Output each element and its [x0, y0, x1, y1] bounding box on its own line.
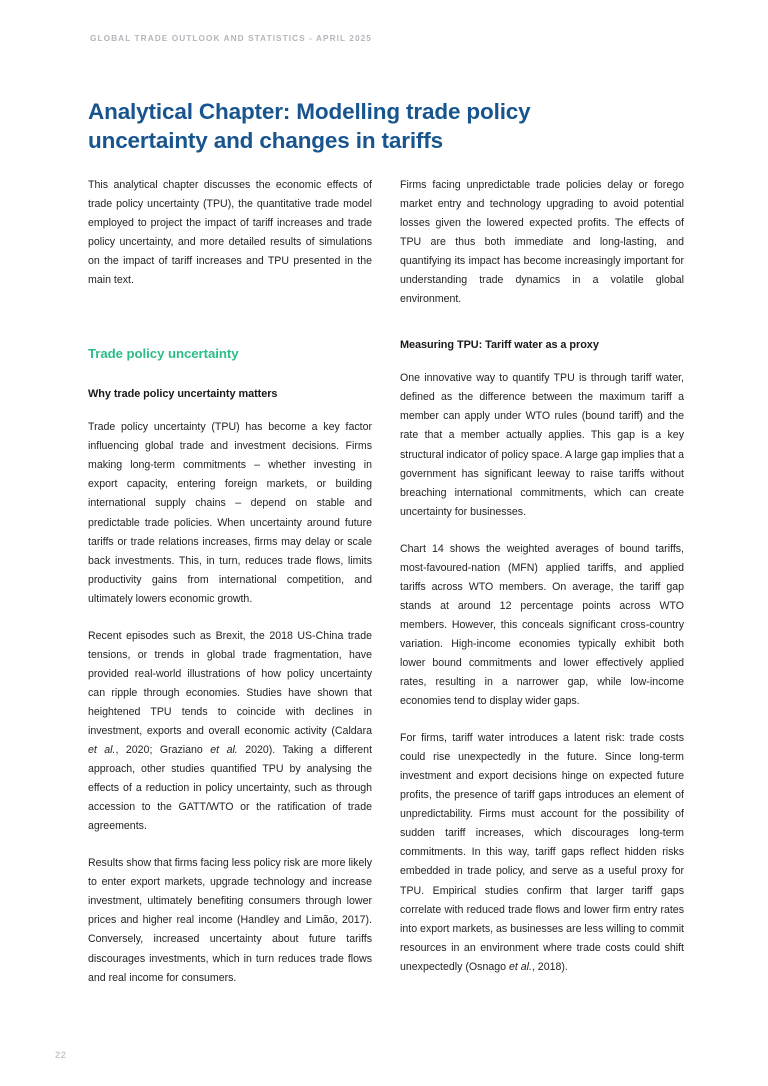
page-number: 22	[55, 1050, 67, 1061]
right-paragraph-4-part2: , 2018).	[531, 960, 568, 973]
spacer	[88, 308, 372, 332]
section-heading-trade-policy-uncertainty: Trade policy uncertainty	[88, 346, 239, 362]
left-paragraph-2-part1: Recent episodes such as Brexit, the 2018 US-China trade tensions, or trends in global trade fragmentation, have provided real-world illustrations of how policy uncertainty can ripple through economies. Studies have shown that heightened TPU tends to coincide with declines in investment, exports and overall economic activity (Caldara	[88, 629, 372, 737]
intro-paragraph: This analytical chapter discusses the economic effects of trade policy uncertainty (TPU), the quantitative trade model employed to project the impact of tariff increases and trade policy uncertainty, and more detailed results of simulations on the impact of tariff increases and TPU presented in the main text.	[88, 179, 372, 287]
spacer	[400, 327, 684, 337]
citation-osnago-et-al: et al.	[508, 960, 532, 973]
left-paragraph-2-part2: , 2020; Graziano	[115, 744, 211, 757]
sub-heading-measuring-tpu: Measuring TPU: Tariff water as a proxy	[400, 339, 599, 352]
right-paragraph-1: Firms facing unpredictable trade policies delay or forego market entry and technology upgrading to avoid potential losses given the lowered expected profits. The effects of TPU are thus both immediate and long-lasting, and quantifying its impact has become increasingly important for understanding trade dynamics in a volatile global environment.	[400, 179, 684, 306]
left-paragraph-2	[88, 627, 372, 837]
left-paragraph-1: Trade policy uncertainty (TPU) has become a key factor influencing global trade and investment decisions. Firms making long-term commitments – whether investing in export capacity, entering foreign markets, or building international supply chains – depend on stable and predictable trade policies. When uncertainty around future tariffs or trade relations increases, firms may delay or scale back investments. This, in turn, reduces trade flows, limits productivity gains from international competition, and ultimately lowers economic growth.	[88, 421, 372, 605]
sub-heading-why-tpu-matters: Why trade policy uncertainty matters	[88, 388, 278, 401]
two-column-body	[88, 176, 684, 988]
left-column	[88, 176, 372, 988]
right-paragraph-2: One innovative way to quantify TPU is through tariff water, defined as the difference between the maximum tariff a member can apply under WTO rules (bound tariff) and the rate that a member actually applies. This gap is a key structural indicator of policy space. A large gap implies that a government has significant leeway to raise tariffs without breaching international commitments, which can create uncertainty for businesses.	[400, 372, 684, 518]
citation-graziano-et-al: et al.	[210, 744, 238, 757]
left-paragraph-3: Results show that firms facing less policy risk are more likely to enter export markets, upgrade technology and increase investment, ultimately benefiting consumers through lower prices and higher real income (Handley and Limão, 2017). Conversely, increased uncertainty about future tariffs discourages investments, which in turn reduces trade flows and real income for consumers.	[88, 857, 372, 984]
left-paragraph-2-part3: 2020). Taking a different approach, other studies quantified TPU by analysing the effects of a reduction in policy uncertainty, such as through accession to the GATT/WTO or the ratification of trade agreements.	[88, 744, 373, 833]
right-paragraph-4	[400, 729, 684, 977]
right-paragraph-3: Chart 14 shows the weighted averages of bound tariffs, most-favoured-nation (MFN) applied tariffs, and applied tariffs across WTO members. On average, the tariff gap stands at around 12 percentage points across WTO members. However, this conceals significant cross-country variation. High-income economies typically exhibit both lower bound commitments and lower effectively applied rates, resulting in a narrower gap, while low-income economies tend to display wider gaps.	[400, 542, 684, 708]
right-column	[400, 176, 684, 977]
right-paragraph-4-part1: For firms, tariff water introduces a latent risk: trade costs could rise unexpectedly in the future. Since long-term investment and export decisions hinge on expected future profits, the presence of tariff gaps introduces an element of unpredictability. Firms must account for the possibility of sudden tariff increases, which discourages long-term commitments. In this way, tariff gaps reflect hidden risks embedded in trade policy, and serve as a useful proxy for TPU. Empirical studies confirm that larger tariff gaps correlate with reduced trade flows and lower firm entry rates into export markets, as businesses are less willing to commit resources in an environment where trade costs could shift unexpectedly (Osnago	[400, 732, 684, 973]
citation-caldara-et-al: et al.	[88, 744, 116, 757]
page-title: Analytical Chapter: Modelling trade policy uncertainty and changes in tariffs	[88, 99, 531, 153]
running-header: GLOBAL TRADE OUTLOOK AND STATISTICS - APRIL 2025	[90, 33, 372, 43]
